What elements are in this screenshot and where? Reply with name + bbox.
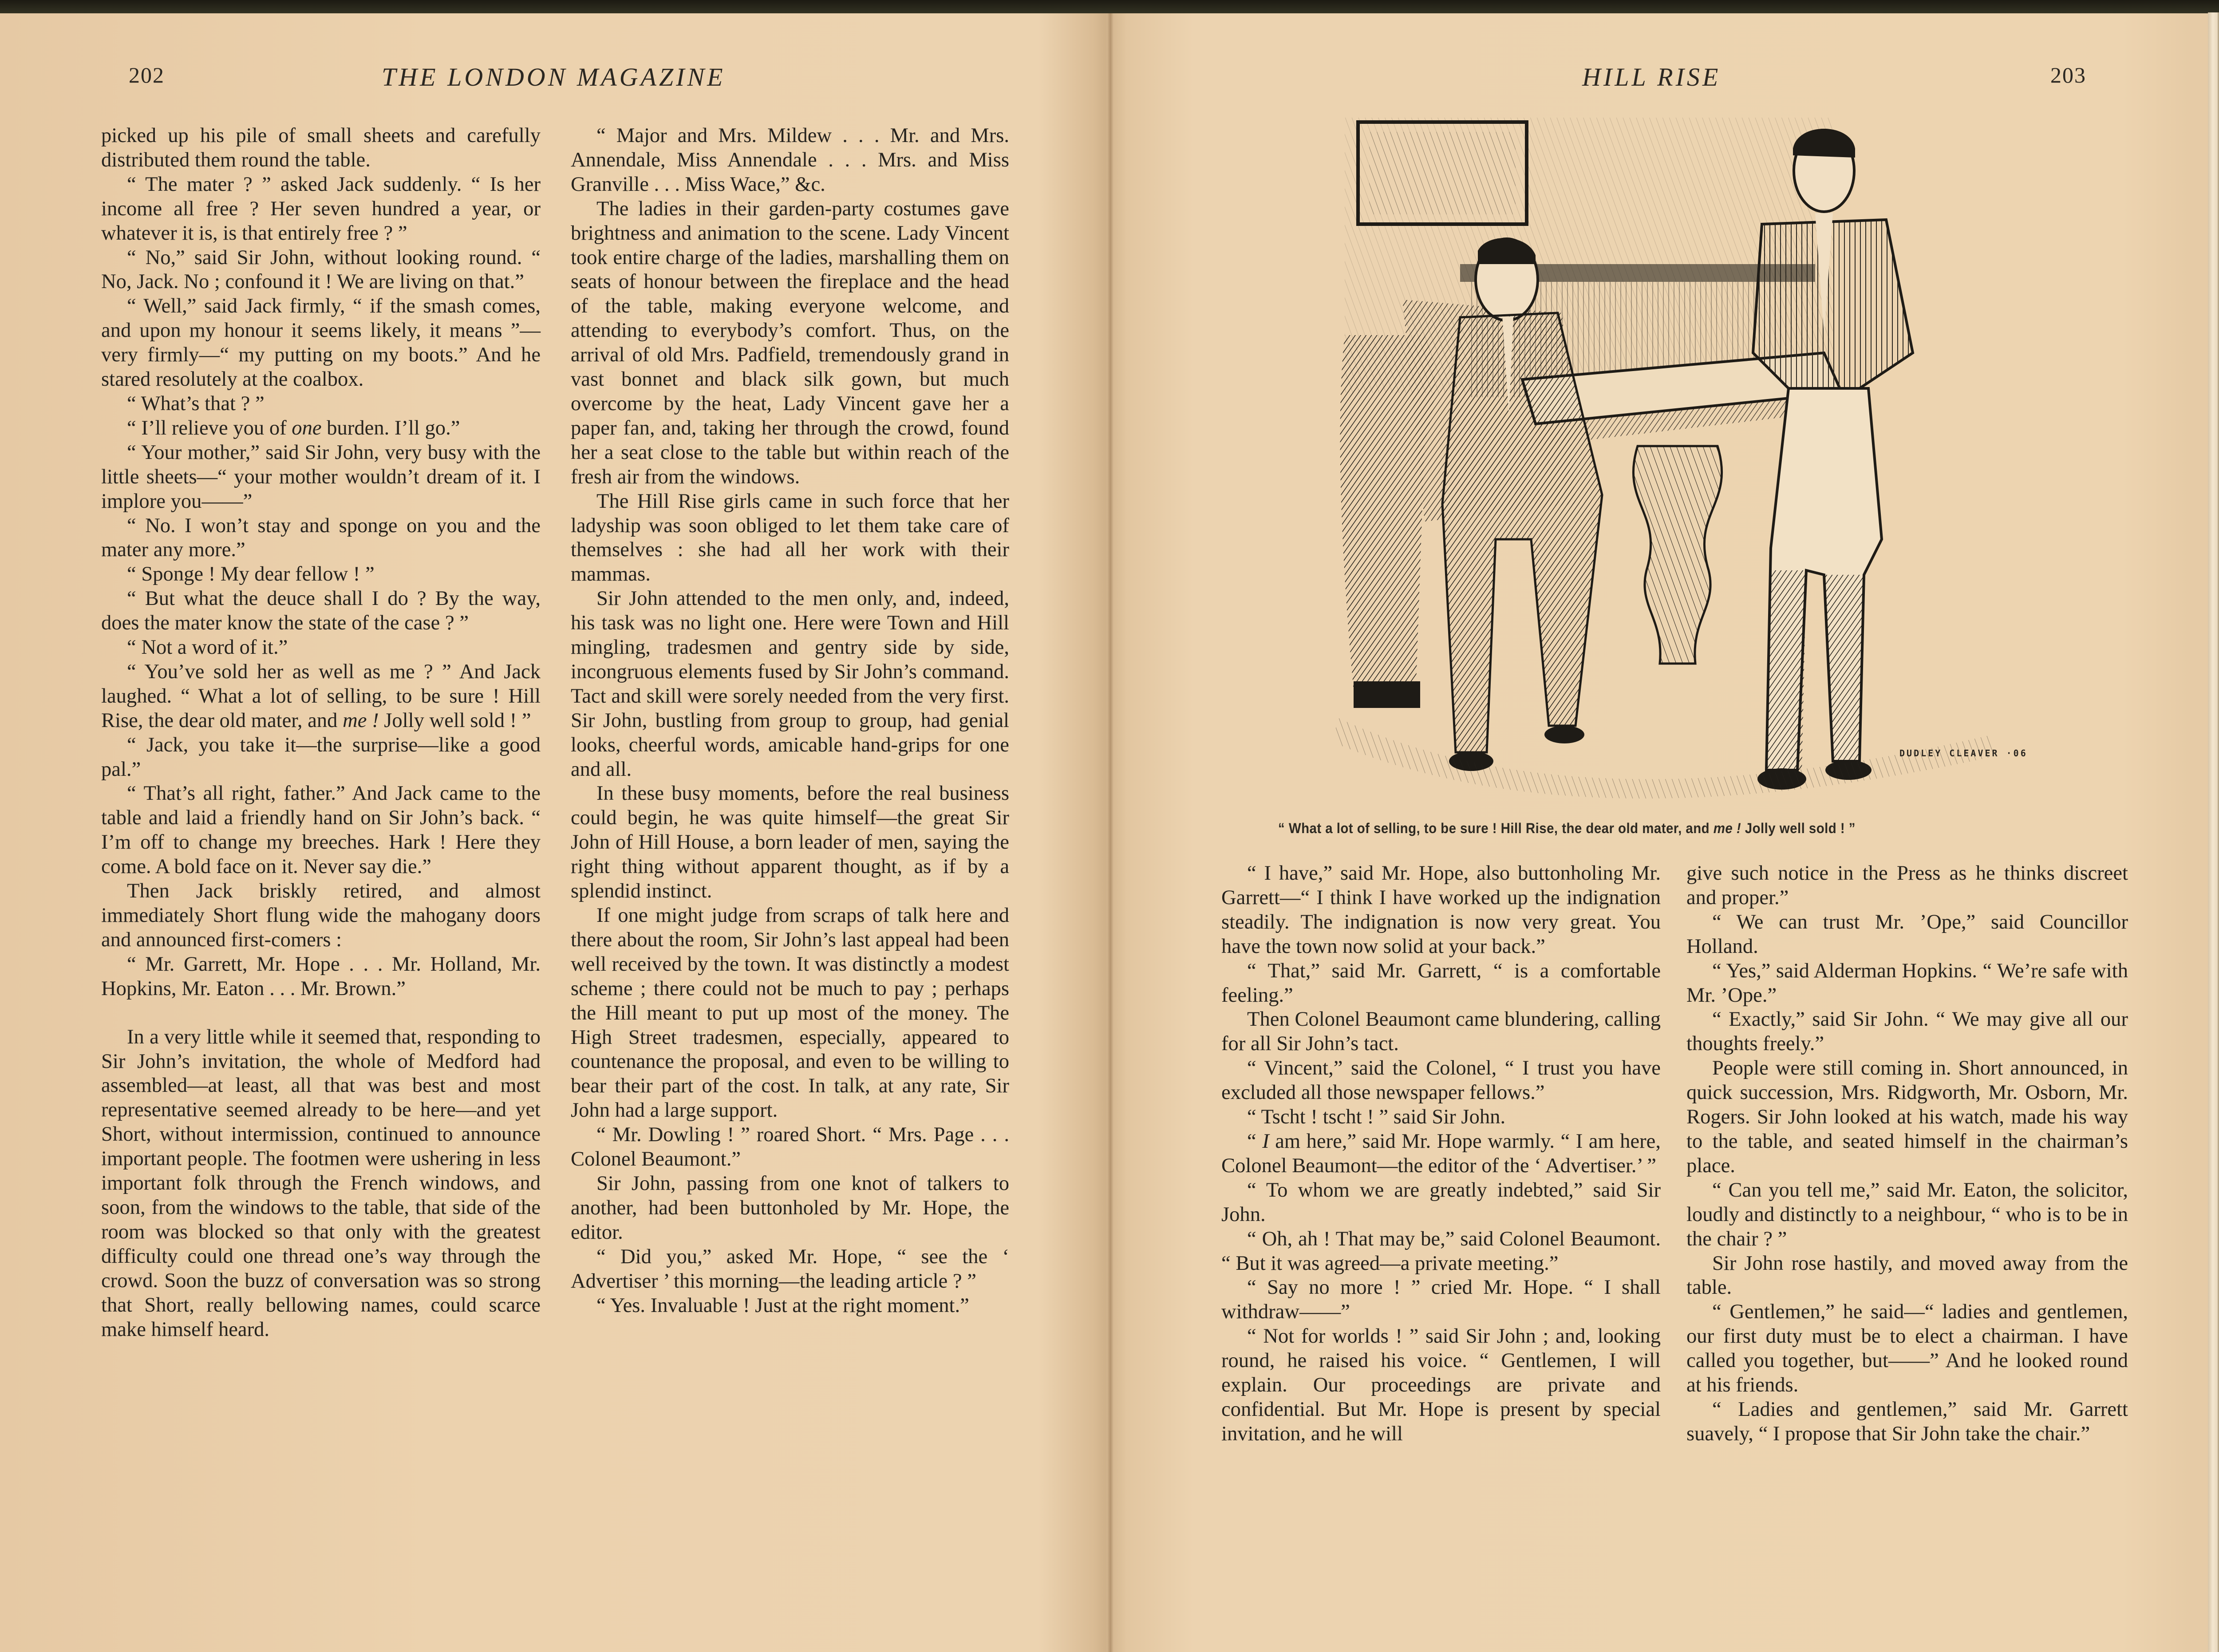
paragraph-text: “	[1247, 1129, 1263, 1153]
paragraph: “ Exactly,” said Sir John. “ We may give all our thoughts freely.”	[1686, 1008, 2128, 1055]
text-column-left-1	[101, 123, 541, 1341]
paragraph: “ Sponge ! My dear fellow ! ”	[127, 562, 375, 586]
paragraph: “ That’s all right, father.” And Jack came to the table and laid a friendly hand on Sir John’s back. “ I’m off to change my breeches. Hark ! Here they come. A bold face on it. Never say die.”	[101, 782, 541, 878]
paragraph: “ Tscht ! tscht ! ” said Sir John.	[1247, 1105, 1506, 1129]
paragraph: “ Oh, ah ! That may be,” said Colonel Beaumont. “ But it was agreed—a private meeting.”	[1221, 1227, 1661, 1275]
paragraph: The ladies in their garden-party costumes gave brightness and animation to the scene. Lady Vincent took entire charge of the ladies, marshalling them on seats of honour between the fireplace and the head of the table, making everyone welcome, and attending to everybody’s comfort. Thus, on the arrival of old Mrs. Padfield, tremendously grand in vast bonnet and black silk gown, but much overcome by the heat, Lady Vincent gave her a paper fan, and, taking her through the crowd, found her a seat close to the table but within reach of the fresh air from the windows.	[571, 197, 1009, 488]
paragraph: Then Colonel Beaumont came blundering, calling for all Sir John’s tact.	[1221, 1008, 1661, 1055]
left-page-header	[129, 62, 165, 98]
paragraph: Sir John rose hastily, and moved away from the table.	[1686, 1251, 2128, 1299]
paragraph: Then Jack briskly retired, and almost immediately Short flung wide the mahogany doors and announced first-comers :	[101, 879, 541, 951]
paragraph	[101, 660, 541, 733]
paragraph: “ But what the deuce shall I do ? By the way, does the mater know the state of the case ? ”	[101, 587, 541, 635]
paragraph: “ Gentlemen,” he said—“ ladies and gentlemen, our first duty must be to elect a chairman. I have called you together, but——” And he looked round at his friends.	[1686, 1300, 2128, 1397]
paragraph: “ Vincent,” said the Colonel, “ I trust you have excluded all those newspaper fellows.”	[1221, 1056, 1661, 1104]
paragraph: picked up his pile of small sheets and carefully distributed them round the table.	[101, 124, 541, 171]
text-column-right-2	[1686, 861, 2128, 1446]
paragraph-text: am here,” said Mr. Hope warmly. “ I am here, Colonel Beaumont—the editor of the ‘ Advertiser.’ ”	[1221, 1129, 1661, 1177]
illustration	[1327, 104, 2002, 810]
paragraph: “ Well,” said Jack firmly, “ if the smash comes, and upon my honour it seems likely, it means ”—very firmly—“ my putting on my boots.” And he stared resolutely at the coalbox.	[101, 294, 541, 391]
right-page-header	[2050, 62, 2086, 98]
paragraph: “ Can you tell me,” said Mr. Eaton, the solicitor, loudly and distinctly to a neighbour, “ who is to be in the chair ? ”	[1686, 1178, 2128, 1250]
paragraph: “ That,” said Mr. Garrett, “ is a comfortable feeling.”	[1221, 959, 1661, 1007]
paragraph: In a very little while it seemed that, responding to Sir John’s invitation, the whole of Medford had assembled—at least, all that was best and most representative seemed already to be here—and yet Short, without intermission, continued to announce important people. The footmen were ushering in less important folk through the French windows, and soon, from the windows to the table, that side of the room was blocked so that only with the greatest difficulty could one thread one’s way through the crowd. Soon the buzz of conversation was so strong that Short, really bellowing names, could scarce make himself heard.	[101, 1025, 541, 1341]
paragraph: “ The mater ? ” asked Jack suddenly. “ Is her income all free ? Her seven hundred a year, or whatever it is, is that entirely free ? ”	[101, 172, 541, 245]
paragraph: In these busy moments, before the real business could begin, he was quite himself—the great Sir John of Hill House, a born leader of men, saying the right thing without apparent thought, as if by a splendid instinct.	[571, 782, 1009, 903]
paragraph: “ Jack, you take it—the surprise—like a good pal.”	[101, 733, 541, 781]
paragraph: “ Ladies and gentlemen,” said Mr. Garrett suavely, “ I propose that Sir John take the chair.”	[1686, 1397, 2128, 1445]
paragraph: “ I have,” said Mr. Hope, also buttonholing Mr. Garrett—“ I think I have worked up the indignation steadily. The indignation is now very great. You have the town now solid at your back.”	[1221, 862, 1661, 958]
paragraph: “ Your mother,” said Sir John, very busy with the little sheets—“ your mother wouldn’t dream of it. I implore you——”	[101, 440, 541, 513]
page-fore-edge	[2208, 12, 2218, 1652]
paragraph: “ Not for worlds ! ” said Sir John ; and, looking round, he raised his voice. “ Gentlemen, I will explain. Our proceedings are private and confidential. But Mr. Hope is present by special invitation, and he will	[1221, 1324, 1661, 1445]
page-number: 202	[129, 63, 165, 87]
left-running-title-wrap	[382, 62, 726, 98]
paragraph: “ Major and Mrs. Mildew . . . Mr. and Mrs. Annendale, Miss Annendale . . . Mrs. and Miss Granville . . . Miss Wace,” &c.	[571, 124, 1009, 196]
paragraph: The Hill Rise girls came in such force that her ladyship was soon obliged to let them take care of themselves : she had all her work with their mammas.	[571, 489, 1009, 586]
paragraph-text: Jolly well sold ! ”	[379, 708, 531, 732]
paragraph: “ Say no more ! ” cried Mr. Hope. “ I shall withdraw——”	[1221, 1276, 1661, 1324]
paragraph: “ Mr. Dowling ! ” roared Short. “ Mrs. Page . . . Colonel Beaumont.”	[571, 1123, 1009, 1171]
paragraph: give such notice in the Press as he thinks discreet and proper.”	[1686, 862, 2128, 909]
paragraph: “ To whom we are greatly indebted,” said Sir John.	[1221, 1178, 1661, 1226]
running-title: THE LONDON MAGAZINE	[382, 63, 726, 91]
paragraph: “ Yes,” said Alderman Hopkins. “ We’re safe with Mr. ’Ope.”	[1686, 959, 2128, 1007]
emphasis-text: one	[292, 416, 322, 439]
artist-signature: DUDLEY CLEAVER ·06	[1899, 748, 2028, 759]
paragraph: Sir John, passing from one knot of talkers to another, had been buttonholed by Mr. Hope, the editor.	[571, 1171, 1009, 1244]
page-number: 203	[2050, 63, 2086, 87]
paragraph	[101, 416, 541, 440]
illustration-caption	[1278, 820, 2013, 837]
emphasis-text: I	[1262, 1129, 1269, 1153]
paragraph: “ Yes. Invaluable ! Just at the right moment.”	[596, 1293, 969, 1317]
caption-text: “ What a lot of selling, to be sure ! Hill Rise, the dear old mater, and	[1278, 820, 1714, 836]
paragraph: “ Not a word of it.”	[127, 636, 288, 659]
paragraph: Sir John attended to the men only, and, indeed, his task was no light one. Here were Town and Hill mingling, tradesmen and gentry side by side, incongruous elements fused by Sir John’s command. Tact and skill were sorely needed from the very first. Sir John, bustling from group to group, had genial looks, cheerful words, amicable hand-grips for one and all.	[571, 587, 1009, 781]
caption-emphasis: me !	[1713, 820, 1741, 836]
caption-text-end: Jolly well sold ! ”	[1741, 820, 1856, 836]
paragraph: People were still coming in. Short announced, in quick succession, Mrs. Ridgworth, Mr. Osborn, Mr. Rogers. Sir John looked at his watch, made his way to the table, and seated himself in the chairman’s place.	[1686, 1056, 2128, 1177]
paragraph-text: “ You’ve sold her as well as me ? ” And Jack laughed. “ What a lot of selling, to be sure ! Hill Rise, the dear old mater, and	[101, 660, 541, 732]
paragraph: “ No. I won’t stay and sponge on you and the mater any more.”	[101, 514, 541, 561]
table-pedestal	[1633, 446, 1722, 664]
emphasis-text: me !	[343, 708, 379, 732]
paragraph: If one might judge from scraps of talk here and there about the room, Sir John’s last appeal had been well received by the town. It was distinctly a modest scheme ; there could not be much to pay ; perhaps the Hill meant to put up most of the money. The High Street tradesmen, especially, appeared to countenance the proposal, and even to be willing to bear their part of the cost. In talk, at any rate, Sir John had a large support.	[571, 904, 1009, 1122]
paragraph: “ Mr. Garrett, Mr. Hope . . . Mr. Holland, Mr. Hopkins, Mr. Eaton . . . Mr. Brown.”	[101, 952, 541, 1000]
floor-shadow	[1336, 717, 1993, 798]
paragraph-text: “ I’ll relieve you of	[127, 416, 292, 439]
standing-man-figure	[1753, 129, 1913, 790]
text-column-left-2	[571, 123, 1009, 1317]
paragraph: “ What’s that ? ”	[127, 391, 265, 415]
paragraph: “ We can trust Mr. ’Ope,” said Councillor Holland.	[1686, 910, 2128, 958]
paragraph	[1221, 1129, 1661, 1178]
right-running-title-wrap	[1582, 62, 1721, 98]
paragraph: “ Did you,” asked Mr. Hope, “ see the ‘ Advertiser ’ this morning—the leading article ? ”	[571, 1245, 1009, 1292]
text-column-right-1	[1221, 861, 1661, 1446]
book-gutter	[1107, 13, 1113, 1652]
paragraph: “ No,” said Sir John, without looking round. “ No, Jack. No ; confound it ! We are living on that.”	[101, 245, 541, 293]
paragraph-text: burden. I’ll go.”	[321, 416, 460, 439]
running-title: HILL RISE	[1582, 63, 1721, 91]
